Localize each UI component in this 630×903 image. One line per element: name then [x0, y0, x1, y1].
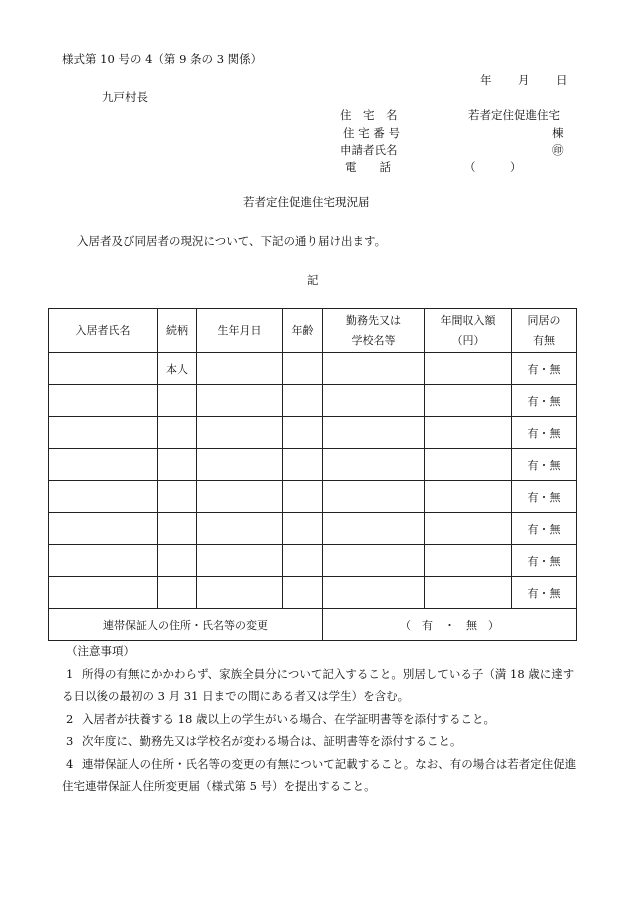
table-row: [49, 481, 577, 513]
table-row: [49, 353, 577, 385]
note-item: [62, 663, 582, 708]
addressee: 九戸村長: [102, 90, 148, 104]
header-cohabit-line1: 同居の: [527, 313, 561, 327]
notes-section: [62, 640, 582, 798]
header-cohabit-line2: 有無: [533, 333, 555, 347]
cell-birthdate[interactable]: [197, 481, 283, 513]
cell-relation[interactable]: [158, 449, 197, 481]
cell-age[interactable]: [283, 449, 323, 481]
cell-income[interactable]: [425, 417, 512, 449]
cell-relation: 本人: [158, 353, 197, 385]
cell-relation[interactable]: [158, 513, 197, 545]
table-row: [49, 513, 577, 545]
housing-name-value: 若者定住促進住宅: [468, 108, 560, 122]
cell-income[interactable]: [425, 449, 512, 481]
header-income: [425, 309, 512, 353]
cell-age[interactable]: [283, 417, 323, 449]
table-row: [49, 449, 577, 481]
note-text: 所得の有無にかかわらず、家族全員分について記入すること。別居している子（満 18 歳に達する日以後の最初の 3 月 31 日までの間にある者又は学生）を含む。: [62, 666, 575, 703]
notes-heading: （注意事項）: [66, 644, 135, 658]
cell-birthdate[interactable]: [197, 449, 283, 481]
cell-income[interactable]: [425, 513, 512, 545]
cell-income[interactable]: [425, 353, 512, 385]
cell-name[interactable]: [49, 417, 158, 449]
note-text: 次年度に、勤務先又は学校名が変わる場合は、証明書等を添付すること。: [82, 734, 462, 748]
phone-label: 電 話: [345, 160, 391, 174]
household-table: [48, 308, 577, 641]
document-title: 若者定住促進住宅現況届: [243, 195, 370, 209]
header-income-line1: 年間収入額: [440, 313, 496, 327]
header-name: 入居者氏名: [49, 309, 158, 353]
cell-cohabit[interactable]: 有・無: [512, 417, 577, 449]
cell-workplace[interactable]: [323, 353, 425, 385]
cell-relation[interactable]: [158, 385, 197, 417]
cell-age[interactable]: [283, 481, 323, 513]
note-number: 2: [66, 711, 74, 726]
header-birthdate: 生年月日: [197, 309, 283, 353]
note-number: 3: [66, 734, 74, 748]
cell-cohabit[interactable]: 有・無: [512, 577, 577, 609]
note-text: 入居者が扶養する 18 歳以上の学生がいる場合、在学証明書等を添付すること。: [82, 711, 495, 726]
cell-income[interactable]: [425, 577, 512, 609]
cell-name[interactable]: [49, 481, 158, 513]
housing-number-label: 住 宅 番 号: [343, 126, 400, 140]
form-id: 様式第 10 号の 4（第 9 条の 3 関係）: [62, 52, 263, 66]
note-item: [62, 753, 582, 798]
header-relation: 続柄: [158, 309, 197, 353]
cell-workplace[interactable]: [323, 449, 425, 481]
cell-workplace[interactable]: [323, 545, 425, 577]
note-item: [62, 730, 582, 753]
cell-workplace[interactable]: [323, 385, 425, 417]
header-income-line2: （円）: [451, 333, 485, 347]
cell-name[interactable]: [49, 449, 158, 481]
note-number: 1: [66, 666, 74, 681]
cell-age[interactable]: [283, 513, 323, 545]
cell-income[interactable]: [425, 481, 512, 513]
cell-birthdate[interactable]: [197, 545, 283, 577]
cell-name[interactable]: [49, 577, 158, 609]
guarantor-change-row: [49, 609, 577, 641]
cell-relation[interactable]: [158, 417, 197, 449]
cell-name[interactable]: [49, 513, 158, 545]
date-year: 年: [480, 73, 492, 87]
cell-name[interactable]: [49, 353, 158, 385]
table-row: [49, 545, 577, 577]
cell-birthdate[interactable]: [197, 577, 283, 609]
note-text: 連帯保証人の住所・氏名等の変更の有無について記載すること。なお、有の場合は若者定住促進住宅連帯保証人住所変更届（様式第 5 号）を提出すること。: [62, 756, 577, 793]
cell-relation[interactable]: [158, 545, 197, 577]
cell-workplace[interactable]: [323, 481, 425, 513]
table-row: [49, 417, 577, 449]
applicant-name-label: 申請者氏名: [340, 143, 398, 157]
cell-birthdate[interactable]: [197, 513, 283, 545]
date-day: 日: [556, 73, 568, 87]
note-item: [62, 708, 582, 731]
cell-cohabit[interactable]: 有・無: [512, 353, 577, 385]
cell-name[interactable]: [49, 545, 158, 577]
cell-age[interactable]: [283, 545, 323, 577]
header-cohabit: [512, 309, 577, 353]
cell-relation[interactable]: [158, 577, 197, 609]
cell-relation[interactable]: [158, 481, 197, 513]
table-row: [49, 385, 577, 417]
cell-cohabit[interactable]: 有・無: [512, 385, 577, 417]
cell-birthdate[interactable]: [197, 385, 283, 417]
housing-number-suffix: 棟: [552, 126, 564, 140]
cell-income[interactable]: [425, 385, 512, 417]
date-month: 月: [518, 73, 530, 87]
guarantor-change-choice[interactable]: （ 有 ・ 無 ）: [323, 609, 577, 641]
cell-age[interactable]: [283, 385, 323, 417]
cell-workplace[interactable]: [323, 577, 425, 609]
table-header-row: [49, 309, 577, 353]
seal-mark: ㊞: [552, 143, 564, 157]
cell-cohabit[interactable]: 有・無: [512, 449, 577, 481]
ki-marker: 記: [307, 273, 319, 287]
cell-birthdate[interactable]: [197, 353, 283, 385]
cell-cohabit[interactable]: 有・無: [512, 513, 577, 545]
cell-age[interactable]: [283, 353, 323, 385]
cell-birthdate[interactable]: [197, 417, 283, 449]
guarantor-change-label: 連帯保証人の住所・氏名等の変更: [49, 609, 323, 641]
cell-name[interactable]: [49, 385, 158, 417]
cell-cohabit[interactable]: 有・無: [512, 481, 577, 513]
cell-income[interactable]: [425, 545, 512, 577]
header-workplace: [323, 309, 425, 353]
intro-text: 入居者及び同居者の現況について、下記の通り届け出ます。: [77, 234, 387, 248]
cell-workplace[interactable]: [323, 417, 425, 449]
cell-workplace[interactable]: [323, 513, 425, 545]
housing-name-label: 住 宅 名: [340, 108, 398, 122]
header-workplace-line1: 勤務先又は: [346, 313, 401, 327]
header-age: 年齢: [283, 309, 323, 353]
note-number: 4: [66, 756, 74, 771]
cell-cohabit[interactable]: 有・無: [512, 545, 577, 577]
header-workplace-line2: 学校名等: [351, 333, 396, 347]
phone-value: （ ）: [464, 160, 522, 174]
table-row: [49, 577, 577, 609]
cell-age[interactable]: [283, 577, 323, 609]
